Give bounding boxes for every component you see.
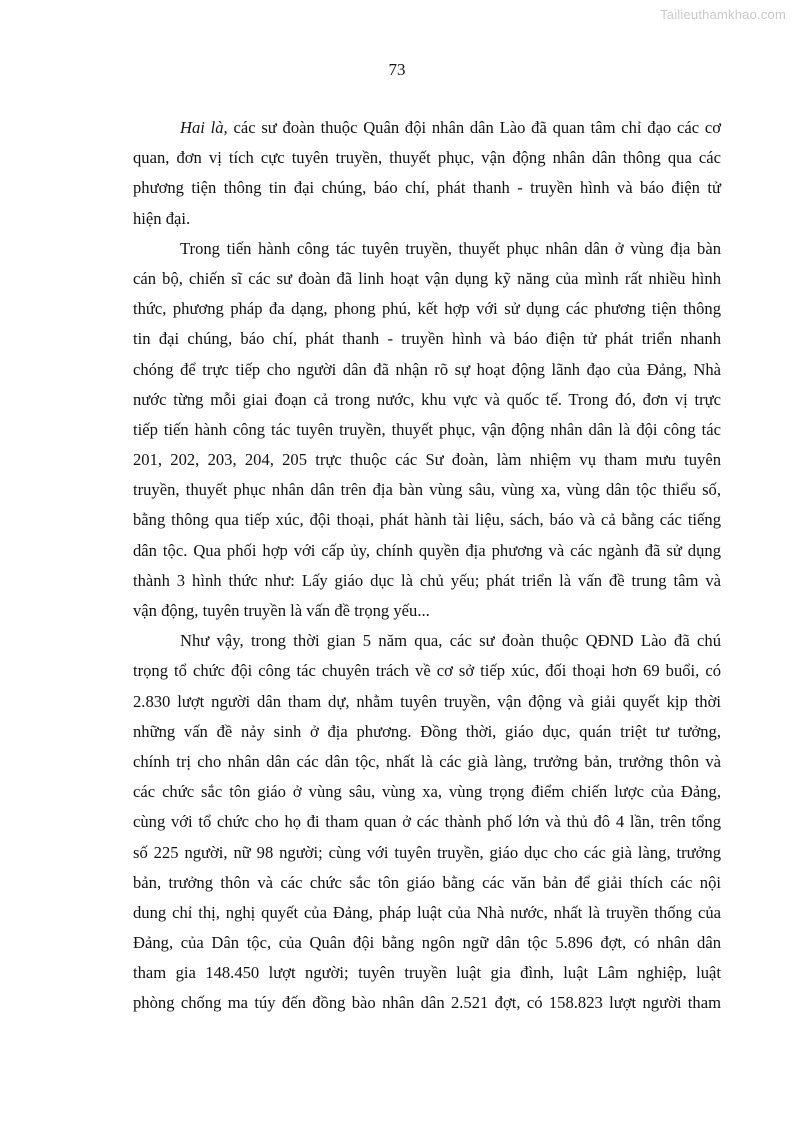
text-line: chóng để trực tiếp cho người dân đã nhận rõ sự hoạt động lãnh đạo của Đảng, Nhà	[133, 359, 721, 379]
paragraph	[133, 234, 721, 626]
text-line: tham gia 148.450 lượt người; tuyên truyền luật gia đình, luật Lâm nghiệp, luật	[133, 963, 721, 983]
text-line: bản, trưởng thôn và các chức sắc tôn giáo bằng các văn bản để giải thích các nội	[133, 872, 721, 892]
text-line: bằng thông qua tiếp xúc, đội thoại, phát hành tài liệu, sách, báo và cả bằng các tiếng	[133, 510, 721, 530]
text-line: cùng với tổ chức cho họ đi tham quan ở các thành phố lớn và thủ đô 4 lần, trên tổng	[133, 812, 721, 832]
text-line: dân tộc. Qua phối hợp với cấp ủy, chính quyền địa phương và các ngành đã sử dụng	[133, 540, 721, 560]
text-line: trọng tổ chức đội công tác chuyên trách về cơ sở tiếp xúc, đối thoại hơn 69 buổi, có	[133, 661, 721, 681]
document-body	[133, 113, 721, 1019]
text-line: truyền, thuyết phục nhân dân trên địa bàn vùng sâu, vùng xa, vùng dân tộc thiểu số,	[133, 480, 721, 500]
text-line: những vấn đề nảy sinh ở địa phương. Đồng thời, giáo dục, quán triệt tư tưởng,	[133, 721, 721, 741]
text-line: Như vậy, trong thời gian 5 năm qua, các sư đoàn thuộc QĐND Lào đã chú	[180, 631, 721, 651]
watermark: Tailieuthamkhao.com	[660, 7, 786, 22]
text-line: dung chỉ thị, nghị quyết của Đảng, pháp luật của Nhà nước, nhất là truyền thống của	[133, 902, 721, 922]
text-line: thức, phương pháp đa dạng, phong phú, kết hợp với sử dụng các phương tiện thông	[133, 299, 721, 319]
lead-italic: Hai là,	[180, 118, 228, 137]
text-line: Hai là, các sư đoàn thuộc Quân đội nhân dân Lào đã quan tâm chỉ đạo các cơ	[180, 118, 721, 137]
text-line: nước từng mỗi giai đoạn cả trong nước, khu vực và quốc tế. Trong đó, đơn vị trực	[133, 389, 721, 409]
text-line: 2.830 lượt người dân tham dự, nhằm tuyên truyền, vận động và giải quyết kịp thời	[133, 691, 721, 711]
text-line: cán bộ, chiến sĩ các sư đoàn đã linh hoạt vận dụng kỹ năng của mình rất nhiều hình	[133, 268, 721, 288]
text-line: phòng chống ma túy đến đồng bào nhân dân 2.521 đợt, có 158.823 lượt người tham	[133, 993, 721, 1013]
paragraph	[133, 626, 721, 1018]
text-line: Đảng, của Dân tộc, của Quân đội bằng ngôn ngữ dân tộc 5.896 đợt, có nhân dân	[133, 933, 721, 953]
paragraph	[133, 113, 721, 234]
text-line: 201, 202, 203, 204, 205 trực thuộc các Sư đoàn, làm nhiệm vụ tham mưu tuyên	[133, 450, 721, 470]
text-line: vận động, tuyên truyền là vấn đề trọng yếu...	[133, 601, 430, 620]
text-line: tin đại chúng, báo chí, phát thanh - truyền hình và báo điện tử phát triển nhanh	[133, 329, 721, 349]
text-line: hiện đại.	[133, 208, 191, 228]
text-line: Trong tiến hành công tác tuyên truyền, thuyết phục nhân dân ở vùng địa bàn	[180, 238, 721, 258]
text-line: các chức sắc tôn giáo ở vùng sâu, vùng xa, vùng trọng điểm chiến lược của Đảng,	[133, 782, 721, 802]
text-line: chính trị cho nhân dân các dân tộc, nhất là các già làng, trưởng bản, trưởng thôn và	[133, 751, 721, 771]
text-line: phương tiện thông tin đại chúng, báo chí, phát thanh - truyền hình và báo điện tử	[133, 178, 721, 198]
text-line: thành 3 hình thức như: Lấy giáo dục là chủ yếu; phát triển là vấn đề trung tâm và	[133, 570, 721, 590]
text-line: số 225 người, nữ 98 người; cùng với tuyên truyền, giáo dục cho các già làng, trưởng	[133, 842, 721, 862]
page-number: 73	[388, 60, 406, 79]
text-line: tiếp tiến hành công tác tuyên truyền, thuyết phục, vận động nhân dân là đội công tác	[133, 419, 721, 439]
text-line: quan, đơn vị tích cực tuyên truyền, thuyết phục, vận động nhân dân thông qua các	[133, 148, 721, 168]
